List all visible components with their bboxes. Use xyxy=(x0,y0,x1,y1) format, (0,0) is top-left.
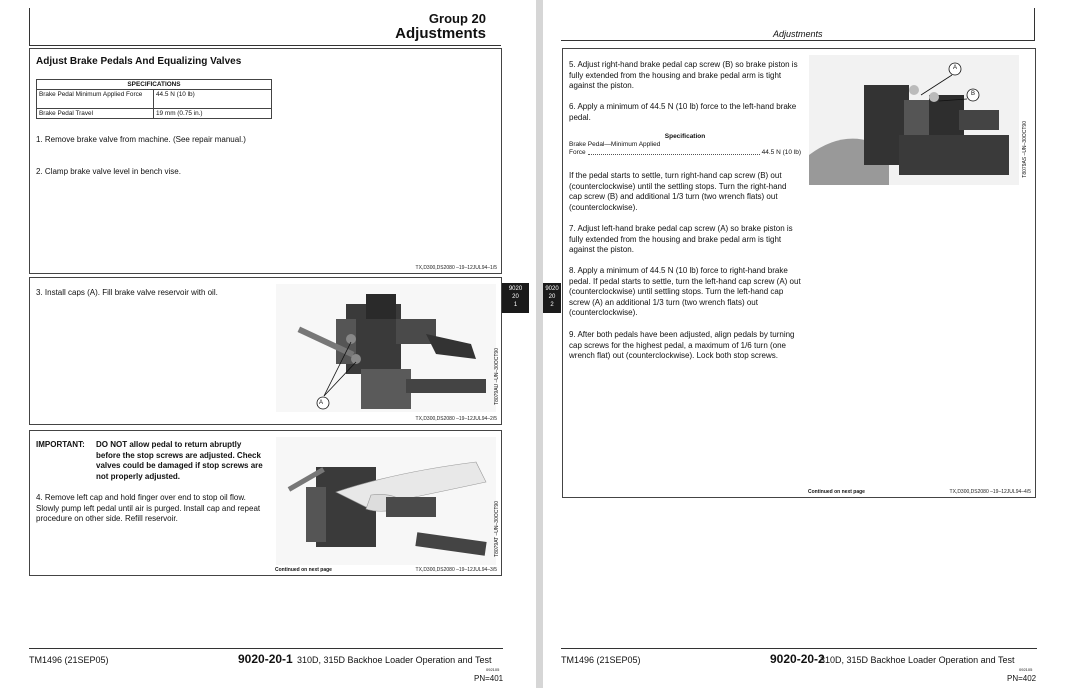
section-label: Adjustments xyxy=(395,24,486,42)
callout-a: A xyxy=(319,400,324,406)
footer-pn: PN=401 xyxy=(474,674,504,683)
spec-label: Brake Pedal Travel xyxy=(37,109,154,119)
photo-id: T8079AU –UN–30OCT90 xyxy=(494,348,500,405)
page-header: Adjustments xyxy=(773,29,823,39)
header-rule xyxy=(561,40,1035,41)
footer-pn: PN=402 xyxy=(1007,674,1037,683)
spec-header: SPECIFICATIONS xyxy=(37,80,272,90)
group-label: Group 20 xyxy=(428,11,486,26)
procedure-title: Adjust Brake Pedals And Equalizing Valves xyxy=(36,56,242,67)
footer-rule xyxy=(561,648,1037,649)
tab-line: 9020 xyxy=(508,286,523,292)
footer-date: 092105 xyxy=(1019,667,1033,672)
step-1: 1. Remove brake valve from machine. (See repair manual.) xyxy=(36,135,246,144)
important-label: IMPORTANT: xyxy=(36,440,85,449)
photo-id: T8079AT –UN–30OCT90 xyxy=(494,501,500,557)
spec-value: 44.5 N (10 lb) xyxy=(154,90,272,109)
specifications-table xyxy=(36,79,272,119)
step-2: 2. Clamp brake valve level in bench vise. xyxy=(36,167,181,176)
header-rule xyxy=(1034,8,1035,41)
spec-value: 19 mm (0.75 in.) xyxy=(154,109,272,119)
step-4: 4. Remove left cap and hold finger over end to stop oil flow. Slowly pump left pedal until air is purged. Install cap and repeat procedure on other side. Refill reservoir. xyxy=(36,493,261,523)
footer-page-number: 9020-20-1 xyxy=(238,652,293,666)
spec-row xyxy=(569,149,801,157)
procedure-box-3 xyxy=(29,430,502,576)
spec-label: Brake Pedal Minimum Applied Force xyxy=(37,90,154,109)
callout-a: A xyxy=(953,65,958,71)
footer-date: 092105 xyxy=(486,667,500,672)
callout-b: B xyxy=(971,91,976,97)
brake-valve-photo-purge xyxy=(276,437,496,565)
settle-paragraph: If the pedal starts to settle, turn right-hand cap screw (B) out (counterclockwise) until the settling stops. Turn the right-hand cap screw (B) and additional 1/3 turn (two wrench flats) out (counterclockwise). xyxy=(569,171,787,212)
procedure-box-2 xyxy=(29,277,502,425)
spec-value: 44.5 N (10 lb) xyxy=(761,149,801,156)
section-tab xyxy=(502,283,529,313)
footer-title: 310D, 315D Backhoe Loader Operation and Test xyxy=(297,655,492,665)
brake-valve-photo-caps xyxy=(276,284,496,412)
group-heading xyxy=(395,12,486,41)
step-6: 6. Apply a minimum of 44.5 N (10 lb) force to the left-hand brake pedal. xyxy=(569,102,797,122)
spec-label: Force xyxy=(569,149,586,156)
left-page xyxy=(0,0,536,688)
step-9: 9. After both pedals have been adjusted, align pedals by turning cap screws for the highest pedal, a maximum of 1/6 turn (one wrench flat) out (counterclockwise). Lock both stop screws. xyxy=(569,330,795,360)
footer-doc: TM1496 (21SEP05) xyxy=(29,655,109,665)
tab-line: 20 xyxy=(512,294,519,300)
reference-code: TX,D300,DS2080 –19–12JUL94–1/5 xyxy=(415,265,497,271)
spec-label: Brake Pedal—Minimum Applied xyxy=(569,141,661,148)
section-tab xyxy=(543,283,561,313)
tab-line: 1 xyxy=(513,302,518,308)
reference-code: TX,D300,DS2080 –19–12JUL94–2/5 xyxy=(415,416,497,422)
reference-code: TX,D300,DS2080 –19–12JUL94–4/5 xyxy=(949,489,1031,495)
tab-line: 2 xyxy=(550,302,554,308)
continued-note: Continued on next page xyxy=(275,567,332,573)
tab-line: 20 xyxy=(548,294,556,300)
spec-leader xyxy=(588,149,760,155)
step-5: 5. Adjust right-hand brake pedal cap screw (B) so brake piston is fully extended from the housing and brake pedal arm is tight against the piston. xyxy=(569,60,798,90)
step-7: 7. Adjust left-hand brake pedal cap screw (A) so brake piston is fully extended from the housing and brake pedal arm is tight against the piston. xyxy=(569,224,793,254)
important-text: DO NOT allow pedal to return abruptly before the stop screws are adjusted. Check valves could be damaged if stop screws are not properly adjusted. xyxy=(96,440,263,481)
right-page xyxy=(543,0,1081,688)
page-gutter xyxy=(536,0,543,688)
header-rule xyxy=(29,8,30,46)
spec-title: Specification xyxy=(664,133,706,140)
brake-pedal-photo-cap-screws xyxy=(809,55,1019,185)
procedure-box-1 xyxy=(29,48,502,274)
reference-code: TX,D300,DS2080 –19–12JUL94–3/5 xyxy=(415,567,497,573)
footer-rule xyxy=(29,648,503,649)
specification-block xyxy=(569,133,801,157)
footer-page-number: 9020-20-2 xyxy=(770,652,825,666)
footer-title: 310D, 315D Backhoe Loader Operation and Test xyxy=(820,655,1015,665)
header-rule xyxy=(29,45,501,46)
step-3: 3. Install caps (A). Fill brake valve reservoir with oil. xyxy=(36,288,218,297)
step-8: 8. Apply a minimum of 44.5 N (10 lb) force to right-hand brake pedal. If pedal starts to settle, turn the left-hand cap screw (A) out (counterclockwise) until settling stops. Turn the left-hand cap screw (A) an additional 1/3 turn (two wrench flats) out (counterclockwise). xyxy=(569,266,801,317)
photo-id: T8079AS –UN–30OCT90 xyxy=(1022,121,1028,178)
tab-line: 9020 xyxy=(545,286,559,292)
continued-note: Continued on next page xyxy=(808,489,865,495)
footer-doc: TM1496 (21SEP05) xyxy=(561,655,641,665)
procedure-box-4 xyxy=(562,48,1036,498)
